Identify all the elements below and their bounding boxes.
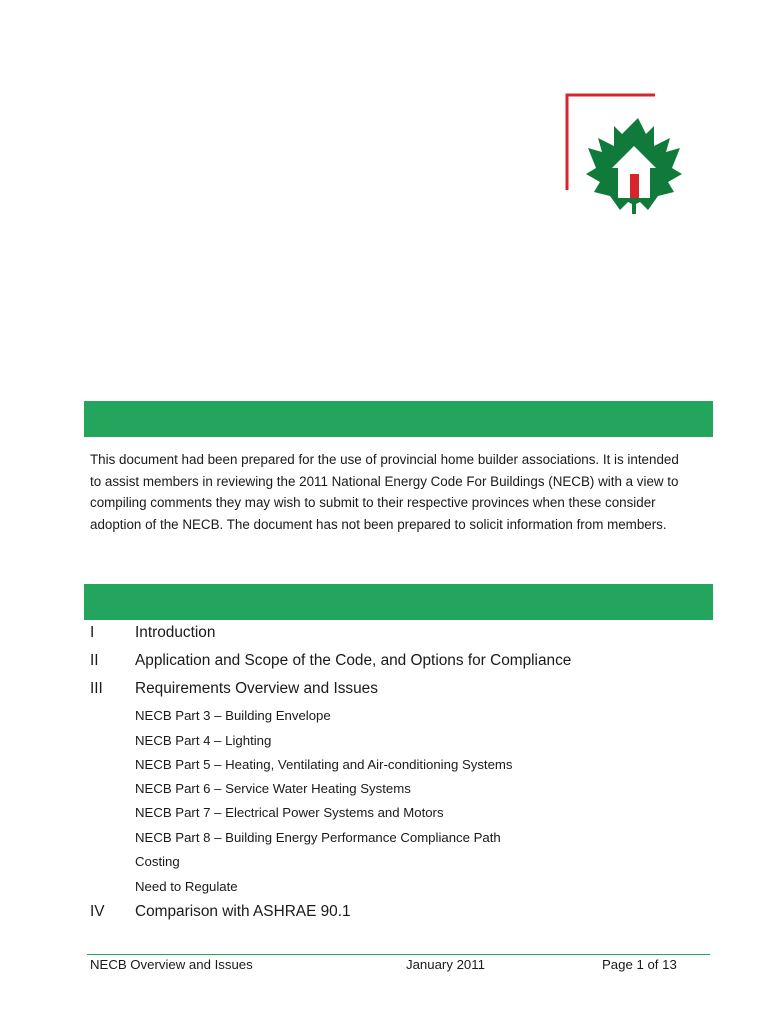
toc-subsection: NECB Part 3 – Building Envelope [135,708,331,723]
toc-section-application-scope [90,652,571,670]
toc-section-title: Requirements Overview and Issues [135,680,378,697]
toc-section-ashrae-comparison [90,903,351,921]
toc-section-title: Application and Scope of the Code, and Options for Compliance [135,652,572,669]
toc-subsection: NECB Part 4 – Lighting [135,733,272,748]
toc-subsection: NECB Part 6 – Service Water Heating Systems [135,781,411,796]
maple-leaf-house-logo [562,90,694,216]
intro-paragraph [90,449,716,535]
toc-subsection: Costing [135,854,180,869]
toc-section-title: Comparison with ASHRAE 90.1 [135,903,351,920]
toc-section-number: II [90,652,99,669]
intro-line: to assist members in reviewing the 2011 National Energy Code For Buildings (NECB) with a view to [90,473,679,489]
toc-section-number: III [90,680,103,697]
toc-subsection: NECB Part 5 – Heating, Ventilating and Air-conditioning Systems [135,757,513,772]
toc-section-requirements [90,680,378,698]
toc-subsection: NECB Part 8 – Building Energy Performance Compliance Path [135,830,501,845]
intro-line: This document had been prepared for the use of provincial home builder associations. It is intended [90,452,679,467]
toc-section-title: Introduction [135,624,216,641]
toc-subsection: Need to Regulate [135,879,238,894]
footer-document-title: NECB Overview and Issues [90,957,253,972]
toc-section-introduction [90,624,215,642]
section-header-bar [84,401,713,437]
contents-header-bar [84,584,713,620]
toc-section-number: IV [90,903,105,920]
footer-date: January 2011 [406,957,485,972]
intro-line: compiling comments they may wish to submit to their respective provinces when these consider [90,495,656,510]
footer-rule [87,954,710,955]
toc-subsection: NECB Part 7 – Electrical Power Systems and Motors [135,805,444,820]
intro-line: adoption of the NECB. The document has not been prepared to solicit information from members. [90,516,667,532]
toc-section-number: I [90,624,95,641]
footer-page-number: Page 1 of 13 [602,957,677,972]
